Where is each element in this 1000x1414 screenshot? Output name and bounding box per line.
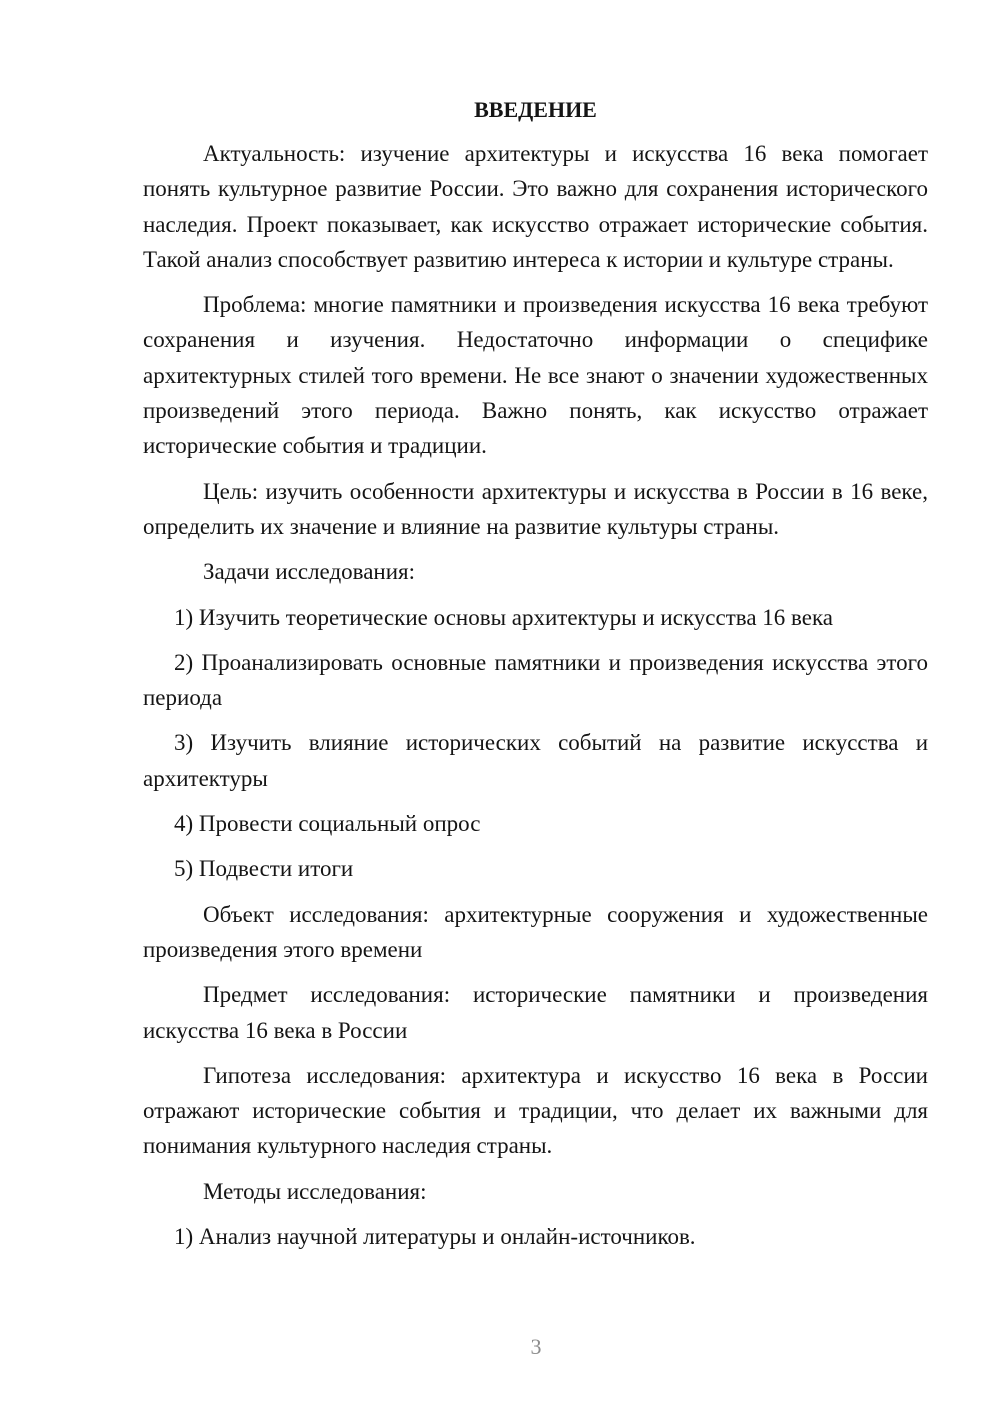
goal-paragraph: Цель: изучить особенности архитектуры и искусства в России в 16 веке, определить их значение и влияние на развитие культуры страны. (143, 478, 928, 539)
subject-paragraph: Предмет исследования: исторические памятники и произведения искусства 16 века в России (143, 982, 928, 1043)
task-item: 4) Провести социальный опрос (174, 811, 481, 837)
task-item: 5) Подвести итоги (174, 856, 354, 882)
hypothesis-paragraph: Гипотеза исследования: архитектура и искусство 16 века в России отражают исторические события и традиции, что делает их важными для понимания культурного наследия страны. (143, 1062, 928, 1159)
relevance-paragraph: Актуальность: изучение архитектуры и искусства 16 века помогает понять культурное развитие России. Это важно для сохранения исторического наследия. Проект показывает, как искусство отражает исторические события. Такой анализ способствует развитию интереса к истории и культуре страны. (143, 141, 928, 272)
section-heading: ВВЕДЕНИЕ (474, 97, 597, 122)
method-item: 1) Анализ научной литературы и онлайн-источников. (174, 1224, 696, 1250)
document-page (143, 92, 928, 1264)
methods-heading: Методы исследования: (203, 1178, 427, 1204)
object-paragraph: Объект исследования: архитектурные сооружения и художественные произведения этого времени (143, 901, 928, 962)
page-number: 3 (530, 1334, 542, 1359)
task-item: 2) Проанализировать основные памятники и произведения искусства этого периода (143, 649, 928, 711)
task-item: 1) Изучить теоретические основы архитектуры и искусства 16 века (174, 604, 833, 630)
problem-paragraph: Проблема: многие памятники и произведения искусства 16 века требуют сохранения и изучения. Недостаточно информации о специфике архитектурных стилей того времени. Не все знают о значении художественных произведений этого периода. Важно понять, как искусство отражает исторические события и традиции. (143, 292, 928, 459)
tasks-heading: Задачи исследования: (203, 559, 416, 585)
task-item: 3) Изучить влияние исторических событий на развитие искусства и архитектуры (143, 730, 928, 791)
